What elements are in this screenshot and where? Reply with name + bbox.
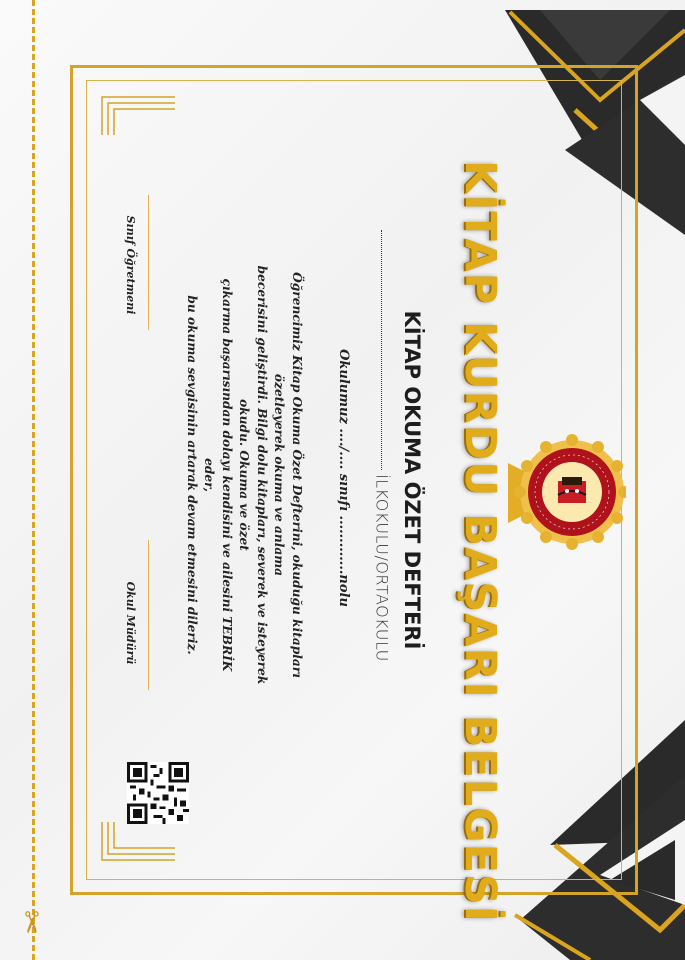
certificate-subtitle: KİTAP OKUMA ÖZET DEFTERİ: [400, 310, 424, 650]
cut-line: [32, 0, 35, 960]
corner-ornament-bottom-left: [100, 822, 175, 862]
body-line: bu okuma sevgisinin artarak devam etmesini dileriz.: [185, 295, 199, 655]
school-name-line: [369, 230, 395, 730]
teacher-signature-line: [148, 195, 149, 330]
scissors-icon: ✂: [13, 909, 49, 936]
certificate-body-text: [185, 265, 305, 685]
student-class-line: Okulumuz ..../.... sınıfı .............nolu: [336, 349, 351, 607]
body-line: becerisini geliştirdi. Bilgi dolu kitapları, severek ve isteyerek okudu. Okuma ve özet: [237, 265, 269, 685]
qr-code-icon: [127, 762, 189, 824]
school-name-blank: [381, 230, 382, 470]
medal-badge-icon: [508, 433, 626, 551]
body-line: çıkarma başarısından dolayı kendisini ve ailesini TEBRİK eder,: [202, 278, 234, 672]
school-type-label: İLKOKULU/ORTAOKULU: [372, 474, 392, 662]
teacher-signature-label: Sınıf Öğretmeni: [124, 215, 137, 315]
principal-signature-label: Okul Müdürü: [124, 581, 137, 665]
certificate-title: KİTAP KURDU BAŞARI BELGESİ: [455, 160, 505, 923]
body-line: Öğrencimiz Kitap Okuma Özet Defterini, okuduğu kitapları özetleyerek okuma ve anlama: [272, 272, 304, 678]
principal-signature-line: [148, 540, 149, 690]
corner-ornament-top-left: [100, 95, 175, 135]
